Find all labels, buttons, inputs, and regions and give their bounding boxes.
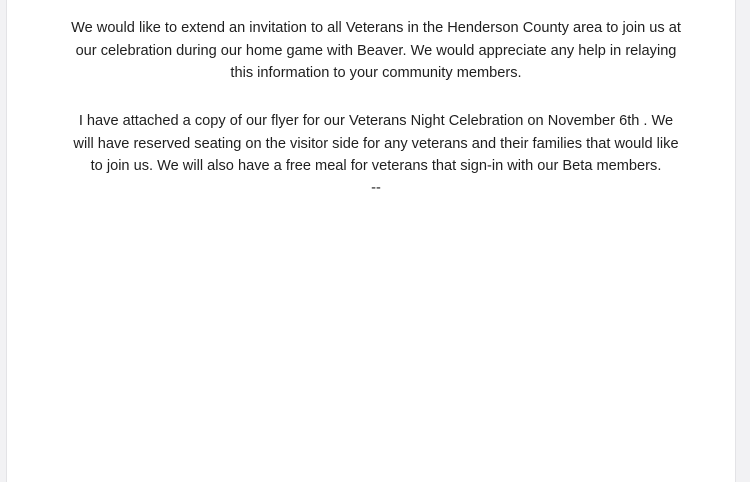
flyer-paragraph: I have attached a copy of our flyer for our Veterans Night Celebration on November 6th . We will have reserved seating on the visitor side for any veterans and their families that would like to join us. We will also have a free meal for veterans that sign-in with our Beta members.	[73, 113, 679, 174]
signature-separator: --	[371, 180, 381, 196]
page-margin-right	[736, 0, 750, 482]
email-body-page	[6, 0, 736, 482]
invitation-paragraph: We would like to extend an invitation to all Veterans in the Henderson County area to join us at our celebration during our home game with Beaver. We would appreciate any help in relaying this information to your community members.	[71, 20, 681, 81]
